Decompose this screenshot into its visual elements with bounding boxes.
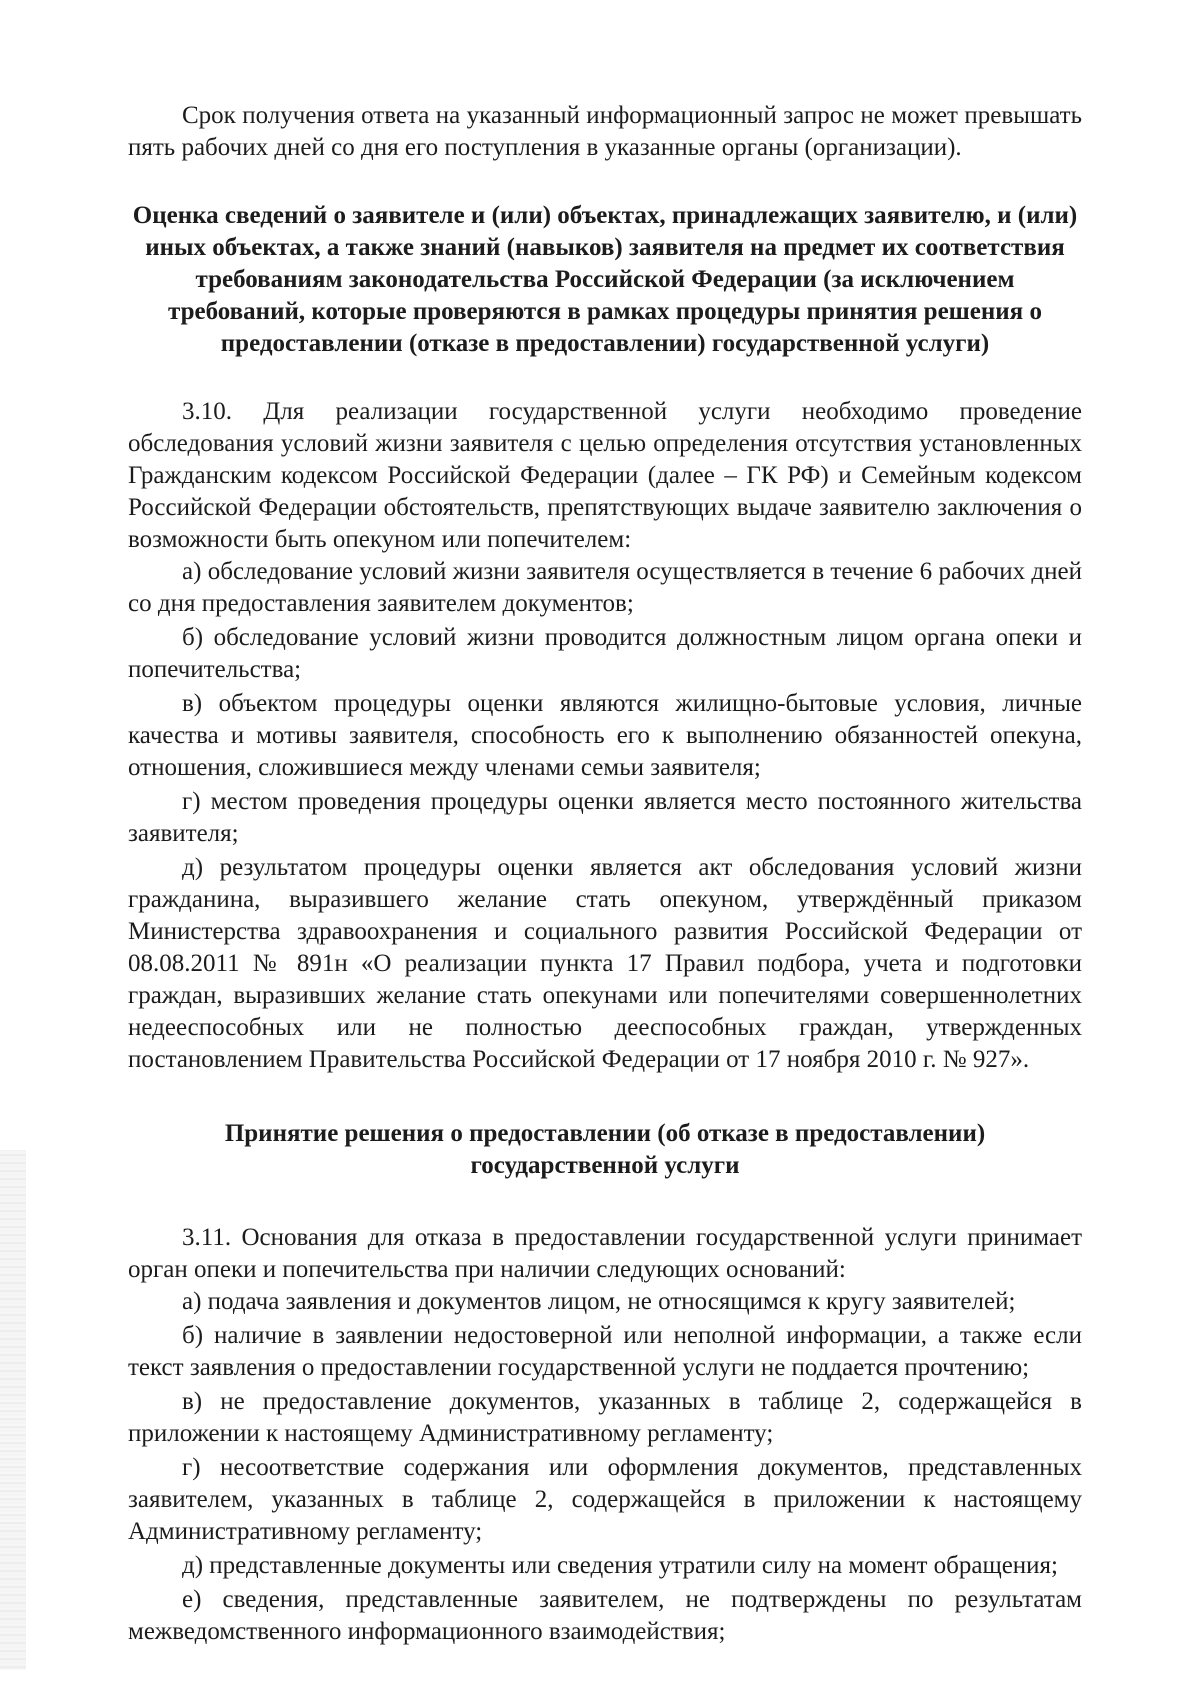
paragraph-3-10: 3.10. Для реализации государственной услуги необходимо проведение обследования условий жизни заявителя с целью определения отсутствия установленных Гражданским кодексом Российской Федерации (далее – ГК РФ) и Семейным кодексом Российской Федерации обстоятельств, препятствующих выдаче заявителю заключения о возможности быть опекуном или попечителем:	[128, 398, 1082, 553]
section-heading-assessment: Оценка сведений о заявителе и (или) объектах, принадлежащих заявителю, и (или) иных объектах, а также знаний (навыков) заявителя на предмет их соответствия требованиям законодательства Российской Федерации (за исключением требований, которые проверяются в рамках процедуры принятия решения о предоставлении (отказе в предоставлении) государственной услуги)	[132, 202, 1078, 357]
section-heading-decision: Принятие решения о предоставлении (об отказе в предоставлении) государственной услуги	[224, 1120, 986, 1179]
list-item: г) местом проведения процедуры оценки является место постоянного жительства заявителя;	[128, 788, 1082, 847]
scan-edge-artifact	[0, 1150, 26, 1670]
list-item: а) подача заявления и документов лицом, не относящимся к кругу заявителей;	[182, 1288, 1016, 1315]
list-item: е) сведения, представленные заявителем, не подтверждены по результатам межведомственного информационного взаимодействия;	[128, 1586, 1082, 1645]
list-item: д) представленные документы или сведения утратили силу на момент обращения;	[182, 1552, 1059, 1579]
list-item: б) обследование условий жизни проводится должностным лицом органа опеки и попечительства;	[128, 624, 1082, 683]
list-item: г) несоответствие содержания или оформления документов, представленных заявителем, указанных в таблице 2, содержащейся в приложении к настоящему Административному регламенту;	[128, 1454, 1082, 1545]
document-body	[128, 100, 1082, 1650]
refusal-grounds-list	[128, 1286, 1082, 1648]
assessment-list	[128, 556, 1082, 1076]
intro-paragraph: Срок получения ответа на указанный информационный запрос не может превышать пять рабочих дней со дня его поступления в указанные органы (организации).	[128, 102, 1082, 161]
list-item: д) результатом процедуры оценки является акт обследования условий жизни гражданина, выразившего желание стать опекуном, утверждённый приказом Министерства здравоохранения и социального развития Российской Федерации от 08.08.2011 № 891н «О реализации пункта 17 Правил подбора, учета и подготовки граждан, выразивших желание стать опекунами или попечителями совершеннолетних недееспособных или не полностью дееспособных граждан, утвержденных постановлением Правительства Российской Федерации от 17 ноября 2010 г. № 927».	[128, 854, 1082, 1073]
list-item: в) объектом процедуры оценки являются жилищно-бытовые условия, личные качества и мотивы заявителя, способность его к выполнению обязанностей опекуна, отношения, сложившиеся между членами семьи заявителя;	[128, 690, 1082, 781]
list-item: а) обследование условий жизни заявителя осуществляется в течение 6 рабочих дней со дня предоставления заявителем документов;	[128, 558, 1082, 617]
list-item: в) не предоставление документов, указанных в таблице 2, содержащейся в приложении к настоящему Административному регламенту;	[128, 1388, 1082, 1447]
list-item: б) наличие в заявлении недостоверной или неполной информации, а также если текст заявления о предоставлении государственной услуги не поддается прочтению;	[128, 1322, 1082, 1381]
paragraph-3-11: 3.11. Основания для отказа в предоставлении государственной услуги принимает орган опеки и попечительства при наличии следующих оснований:	[128, 1224, 1082, 1283]
